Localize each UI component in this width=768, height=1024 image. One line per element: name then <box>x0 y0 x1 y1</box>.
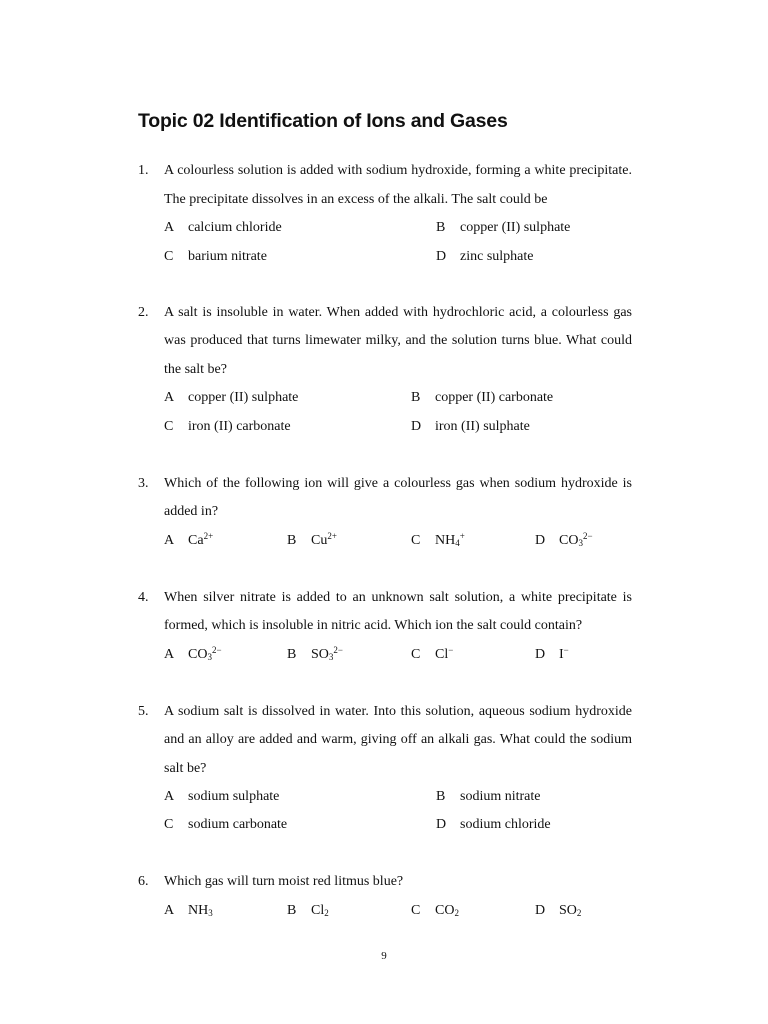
option-b: B copper (II) sulphate <box>436 220 571 235</box>
option-b: B $Cl_2$ <box>287 903 329 918</box>
option-d: D iron (II) sulphate <box>411 419 530 434</box>
option-b: B $SO_3^{2-}$ <box>287 645 343 662</box>
question-text-line: salt be? <box>164 761 207 776</box>
question-number: 2. <box>138 305 149 320</box>
question-text-line: A colourless solution is added with sodium hydroxide, forming a white precipitate. <box>164 163 632 178</box>
question-text-line: When silver nitrate is added to an unknown salt solution, a white precipitate is <box>164 590 632 605</box>
option-d: D I− <box>535 645 569 662</box>
option-a: A $NH_3$ <box>164 903 213 918</box>
option-d: D $CO_3^{2-}$ <box>535 531 593 548</box>
option-c: C $CO_2$ <box>411 903 459 918</box>
question-text-line: A sodium salt is dissolved in water. Into this solution, aqueous sodium hydroxide <box>164 704 632 719</box>
option-c: C $NH_4^+$ <box>411 531 465 548</box>
option-a: A $CO_3^{2-}$ <box>164 645 222 662</box>
option-a: A sodium sulphate <box>164 789 280 804</box>
question-text-line: added in? <box>164 504 219 519</box>
page-number: 9 <box>381 950 387 962</box>
option-c: C sodium carbonate <box>164 817 288 832</box>
question-number: 6. <box>138 874 149 889</box>
option-d: D sodium chloride <box>436 817 551 832</box>
option-b: B copper (II) carbonate <box>411 390 554 405</box>
option-a: A copper (II) sulphate <box>164 390 299 405</box>
question-text-line: A salt is insoluble in water. When added with hydrochloric acid, a colourless gas <box>164 305 632 320</box>
question-text-line: and an alloy are added and warm, giving off an alkali gas. What could the sodium <box>164 732 632 747</box>
question-text-line: formed, which is insoluble in nitric acid. Which ion the salt could contain? <box>164 618 583 633</box>
question-number: 3. <box>138 476 149 491</box>
option-b: B $Cu^{2+}$ <box>287 531 337 548</box>
question-text-line: the salt be? <box>164 362 227 377</box>
question-number: 1. <box>138 163 149 178</box>
option-b: B sodium nitrate <box>436 789 541 804</box>
question-text-line: The precipitate dissolves in an excess of the alkali. The salt could be <box>164 192 548 207</box>
question-number: 4. <box>138 590 149 605</box>
option-d: D $SO_2$ <box>535 903 582 918</box>
option-d: D zinc sulphate <box>436 249 534 264</box>
option-c: C barium nitrate <box>164 249 267 264</box>
question-text-line: Which of the following ion will give a colourless gas when sodium hydroxide is <box>164 476 632 491</box>
option-c: C iron (II) carbonate <box>164 419 291 434</box>
question-text-line: Which gas will turn moist red litmus blue? <box>164 874 404 889</box>
page-title: Topic 02 Identification of Ions and Gases <box>138 110 508 132</box>
question-text-line: was produced that turns limewater milky, and the solution turns blue. What could <box>164 333 632 348</box>
option-a: A $Ca^{2+}$ <box>164 531 214 548</box>
option-a: A calcium chloride <box>164 220 282 235</box>
option-c: C Cl− <box>411 645 454 662</box>
question-number: 5. <box>138 704 149 719</box>
